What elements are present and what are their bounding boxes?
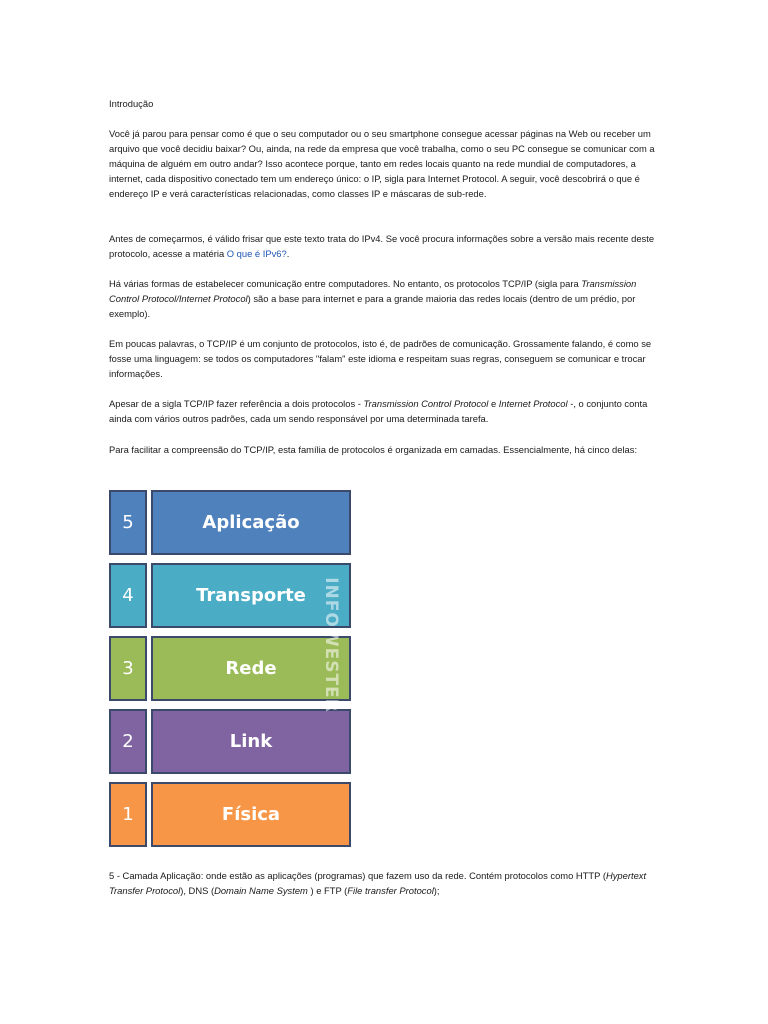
layer-number: 3 xyxy=(109,636,147,701)
paragraph-layers-intro: Para facilitar a compreensão do TCP/IP, esta família de protocolos é organizada em camadas. Essencialmente, há cinco delas: xyxy=(109,444,638,455)
p7-italic-ftp: File transfer Protocol xyxy=(347,885,434,896)
layer-number: 5 xyxy=(109,490,147,555)
watermark-text: INFOWESTER xyxy=(321,577,341,713)
paragraph-ipv4-note xyxy=(109,231,669,261)
layer-name: Física xyxy=(151,782,351,847)
paragraph-application-layer xyxy=(109,868,669,898)
paragraph-tcpip-acronym xyxy=(109,396,669,426)
layer-name: Link xyxy=(151,709,351,774)
p3-text-b: ) são a base para internet e para a grande maioria das redes locais (dentro de um prédio, por exemplo). xyxy=(109,293,636,319)
paragraph-tcpip-summary: Em poucas palavras, o TCP/IP é um conjunto de protocolos, isto é, de padrões de comunicação. Grossamente falando, é como se fosse uma linguagem: se todos os computadores "falam" este idioma e respeitam suas regras, conseguem se comunicar e trocar informações. xyxy=(109,338,652,379)
layer-name: Aplicação xyxy=(151,490,351,555)
layer-aplicacao xyxy=(109,490,353,555)
heading-introducao: Introdução xyxy=(109,98,154,109)
paragraph-intro: Você já parou para pensar como é que o seu computador ou o seu smartphone consegue acessar páginas na Web ou receber um arquivo que você decidiu baixar? Ou, ainda, na rede da empresa que você trabalha, como o seu PC consegue se comunicar com a máquina de alguém em outro andar? Isso acontece porque, tanto em redes locais quanto na rede mundial de computadores, a internet, cada dispositivo conectado tem um endereço único: o IP, sigla para Internet Protocol. A seguir, você descobrirá o que é endereço IP e verá características relacionadas, como classes IP e máscaras de sub-rede. xyxy=(109,128,655,199)
infowester-watermark xyxy=(311,577,351,713)
p7-text-b: ), DNS ( xyxy=(180,885,215,896)
p5-italic-tcp: Transmission Control Protocol xyxy=(363,398,489,409)
paragraph-ipv4-text: Antes de começarmos, é válido frisar que este texto trata do IPv4. Se você procura informações sobre a versão mais recente deste protocolo, acesse a matéria xyxy=(109,233,655,259)
paragraph-tcpip-intro xyxy=(109,276,669,321)
layer-number: 4 xyxy=(109,563,147,628)
p7-text-d: ); xyxy=(433,885,440,896)
layer-number: 2 xyxy=(109,709,147,774)
p7-text-c: ) e FTP ( xyxy=(307,885,348,896)
paragraph-ipv4-end: . xyxy=(286,248,290,259)
p3-italic: Transmission Control Protocol/Internet Protocol xyxy=(109,278,637,304)
p5-text-b: -, o conjunto conta ainda com vários outros padrões, cada um sendo responsável por uma determinada tarefa. xyxy=(109,398,648,424)
layer-name: Rede xyxy=(151,636,351,701)
p5-text-a: Apesar de a sigla TCP/IP fazer referência a dois protocolos - xyxy=(109,398,364,409)
p5-text-mid: e xyxy=(488,398,499,409)
layer-fisica xyxy=(109,782,353,847)
layer-name: Transporte xyxy=(151,563,351,628)
layer-number: 1 xyxy=(109,782,147,847)
layer-link xyxy=(109,709,353,774)
p3-text-a: Há várias formas de estabelecer comunicação entre computadores. No entanto, os protocolos TCP/IP (sigla para xyxy=(109,278,582,289)
p5-italic-ip: Internet Protocol xyxy=(498,398,568,409)
p7-italic-http: Hypertext Transfer Protocol xyxy=(109,870,647,896)
ipv6-article-link[interactable]: O que é IPv6? xyxy=(226,248,287,259)
p7-italic-dns: Domain Name System xyxy=(214,885,308,896)
p7-text-a: 5 - Camada Aplicação: onde estão as aplicações (programas) que fazem uso da rede. Contém protocolos como HTTP ( xyxy=(109,870,606,881)
